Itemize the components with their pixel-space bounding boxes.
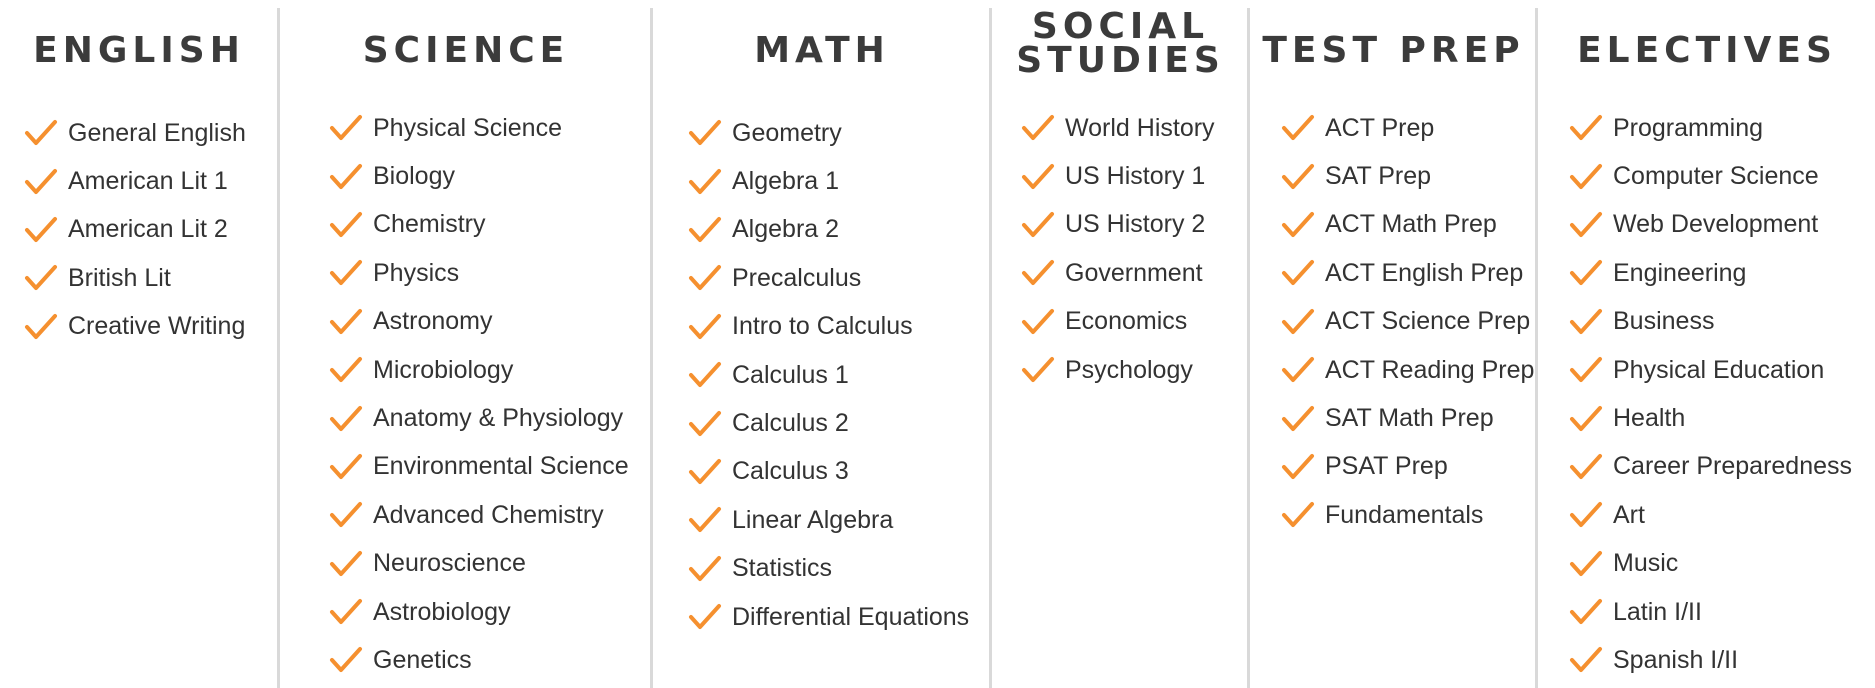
checkmark-icon [329, 113, 363, 143]
course-label: Calculus 3 [732, 457, 849, 486]
course-label: Advanced Chemistry [373, 500, 604, 529]
column-heading-line: MATH [754, 30, 890, 71]
checkmark-icon [1281, 404, 1315, 434]
checkmark-icon [1569, 404, 1603, 434]
course-label: Microbiology [373, 355, 514, 384]
course-item [329, 636, 629, 684]
checkmark-icon [1021, 355, 1055, 385]
column-heading [993, 6, 1248, 81]
course-item [1281, 249, 1534, 297]
course-item [1281, 104, 1534, 152]
course-item [1281, 394, 1534, 442]
course-item [688, 254, 969, 302]
course-label: Creative Writing [68, 312, 246, 341]
course-item [1021, 201, 1215, 249]
course-item [1021, 249, 1215, 297]
checkmark-icon [688, 360, 722, 390]
course-label: ACT Math Prep [1325, 210, 1497, 239]
course-item [1569, 104, 1852, 152]
course-label: Precalculus [732, 263, 862, 292]
column-heading [281, 30, 651, 71]
column-heading [654, 30, 990, 71]
course-label: Programming [1613, 113, 1764, 142]
course-label: American Lit 2 [68, 215, 228, 244]
column-heading [0, 30, 278, 71]
course-item [688, 448, 969, 496]
course-list [1281, 104, 1534, 540]
checkmark-icon [329, 307, 363, 337]
checkmark-icon [1021, 210, 1055, 240]
course-label: Web Development [1613, 210, 1819, 239]
course-item [329, 491, 629, 539]
checkmark-icon [1281, 210, 1315, 240]
course-list [1021, 104, 1215, 394]
checkmark-icon [1281, 258, 1315, 288]
course-label: Art [1613, 500, 1645, 529]
course-label: ACT English Prep [1325, 258, 1524, 287]
course-label: American Lit 1 [68, 167, 228, 196]
course-list [688, 109, 969, 641]
course-label: Music [1613, 549, 1679, 578]
checkmark-icon [1281, 307, 1315, 337]
course-label: ACT Science Prep [1325, 307, 1531, 336]
column-heading-line: ENGLISH [33, 30, 245, 71]
course-label: Government [1065, 258, 1203, 287]
checkmark-icon [329, 258, 363, 288]
course-label: Physics [373, 258, 460, 287]
course-item [1569, 201, 1852, 249]
checkmark-icon [688, 215, 722, 245]
course-item [1281, 491, 1534, 539]
course-label: US History 1 [1065, 162, 1206, 191]
checkmark-icon [688, 457, 722, 487]
course-item [329, 588, 629, 636]
column-math [654, 0, 990, 688]
checkmark-icon [329, 404, 363, 434]
checkmark-icon [1569, 452, 1603, 482]
checkmark-icon [24, 263, 58, 293]
checkmark-icon [1569, 113, 1603, 143]
course-label: Physical Science [373, 113, 562, 142]
course-item [688, 206, 969, 254]
checkmark-icon [688, 263, 722, 293]
course-item [688, 157, 969, 205]
course-item [1569, 394, 1852, 442]
checkmark-icon [329, 597, 363, 627]
course-label: Engineering [1613, 258, 1747, 287]
column-science [281, 0, 651, 688]
course-label: Algebra 1 [732, 167, 840, 196]
course-item [329, 443, 629, 491]
course-item [1569, 443, 1852, 491]
course-label: Economics [1065, 307, 1188, 336]
course-label: Intro to Calculus [732, 312, 913, 341]
checkmark-icon [1569, 355, 1603, 385]
course-item [688, 496, 969, 544]
course-label: General English [68, 118, 246, 147]
course-label: Business [1613, 307, 1715, 336]
checkmark-icon [329, 452, 363, 482]
checkmark-icon [329, 549, 363, 579]
checkmark-icon [1569, 162, 1603, 192]
checkmark-icon [1569, 258, 1603, 288]
course-label: SAT Prep [1325, 162, 1432, 191]
course-item [24, 109, 246, 157]
checkmark-icon [1281, 452, 1315, 482]
course-item [24, 206, 246, 254]
course-label: Biology [373, 162, 455, 191]
checkmark-icon [1281, 113, 1315, 143]
checkmark-icon [1021, 162, 1055, 192]
course-item [1281, 298, 1534, 346]
course-label: World History [1065, 113, 1215, 142]
course-label: Calculus 1 [732, 360, 849, 389]
course-item [1281, 201, 1534, 249]
column-social-studies [993, 0, 1248, 688]
course-label: SAT Math Prep [1325, 404, 1494, 433]
checkmark-icon [688, 409, 722, 439]
course-label: Genetics [373, 645, 472, 674]
checkmark-icon [1021, 258, 1055, 288]
course-label: US History 2 [1065, 210, 1206, 239]
checkmark-icon [24, 118, 58, 148]
checkmark-icon [329, 355, 363, 385]
checkmark-icon [1281, 500, 1315, 530]
course-item [688, 303, 969, 351]
checkmark-icon [1569, 597, 1603, 627]
course-list [329, 104, 629, 685]
checkmark-icon [24, 167, 58, 197]
course-label: Environmental Science [373, 452, 629, 481]
course-item [1569, 249, 1852, 297]
course-item [1281, 152, 1534, 200]
checkmark-icon [24, 312, 58, 342]
checkmark-icon [688, 167, 722, 197]
checkmark-icon [688, 505, 722, 535]
course-label: Anatomy & Physiology [373, 404, 624, 433]
column-heading-line: TEST PREP [1262, 30, 1525, 71]
checkmark-icon [24, 215, 58, 245]
column-heading-line: STUDIES [1016, 40, 1225, 81]
course-item [1021, 152, 1215, 200]
column-heading-line: ELECTIVES [1577, 30, 1837, 71]
course-label: British Lit [68, 263, 171, 292]
column-heading-line: SCIENCE [362, 30, 570, 71]
checkmark-icon [329, 645, 363, 675]
course-item [329, 152, 629, 200]
course-label: Neuroscience [373, 549, 526, 578]
course-label: Chemistry [373, 210, 486, 239]
course-label: Career Preparedness [1613, 452, 1853, 481]
checkmark-icon [1569, 549, 1603, 579]
course-item [688, 109, 969, 157]
course-label: Fundamentals [1325, 500, 1484, 529]
course-item [1281, 346, 1534, 394]
course-item [329, 346, 629, 394]
course-item [329, 104, 629, 152]
checkmark-icon [329, 500, 363, 530]
checkmark-icon [688, 118, 722, 148]
checkmark-icon [1281, 162, 1315, 192]
course-item [1569, 636, 1852, 684]
column-heading [1251, 30, 1536, 71]
checkmark-icon [329, 162, 363, 192]
course-label: Differential Equations [732, 602, 970, 631]
course-label: Algebra 2 [732, 215, 840, 244]
course-item [688, 351, 969, 399]
course-label: Astronomy [373, 307, 493, 336]
course-item [688, 545, 969, 593]
column-english [0, 0, 278, 688]
course-item [1569, 491, 1852, 539]
course-item [688, 593, 969, 641]
course-item [329, 298, 629, 346]
checkmark-icon [329, 210, 363, 240]
checkmark-icon [688, 602, 722, 632]
course-label: Geometry [732, 118, 842, 147]
course-label: Health [1613, 404, 1686, 433]
course-item [1569, 346, 1852, 394]
course-item [1021, 298, 1215, 346]
course-item [1569, 152, 1852, 200]
course-item [329, 394, 629, 442]
course-item [1281, 443, 1534, 491]
course-item [1569, 588, 1852, 636]
course-item [24, 254, 246, 302]
checkmark-icon [688, 312, 722, 342]
column-test-prep [1251, 0, 1536, 688]
column-heading [1539, 30, 1875, 71]
checkmark-icon [1021, 307, 1055, 337]
course-label: ACT Reading Prep [1325, 355, 1535, 384]
checkmark-icon [1021, 113, 1055, 143]
course-label: Calculus 2 [732, 409, 849, 438]
checkmark-icon [1569, 307, 1603, 337]
course-label: Spanish I/II [1613, 645, 1739, 674]
course-label: Computer Science [1613, 162, 1819, 191]
checkmark-icon [1569, 645, 1603, 675]
course-label: Linear Algebra [732, 505, 894, 534]
course-label: PSAT Prep [1325, 452, 1448, 481]
column-heading-line: SOCIAL [1031, 6, 1210, 47]
course-label: Statistics [732, 554, 833, 583]
course-list [24, 109, 246, 351]
course-label: Physical Education [1613, 355, 1825, 384]
course-item [329, 201, 629, 249]
course-item [1569, 298, 1852, 346]
checkmark-icon [1281, 355, 1315, 385]
course-label: Astrobiology [373, 597, 511, 626]
column-electives [1539, 0, 1875, 688]
course-label: ACT Prep [1325, 113, 1435, 142]
checkmark-icon [1569, 500, 1603, 530]
course-item [24, 157, 246, 205]
course-label: Psychology [1065, 355, 1193, 384]
checkmark-icon [688, 554, 722, 584]
course-item [329, 249, 629, 297]
course-list [1569, 104, 1852, 685]
course-item [1021, 346, 1215, 394]
course-item [1569, 540, 1852, 588]
course-item [329, 540, 629, 588]
course-item [1021, 104, 1215, 152]
course-item [688, 399, 969, 447]
course-label: Latin I/II [1613, 597, 1702, 626]
course-item [24, 303, 246, 351]
checkmark-icon [1569, 210, 1603, 240]
